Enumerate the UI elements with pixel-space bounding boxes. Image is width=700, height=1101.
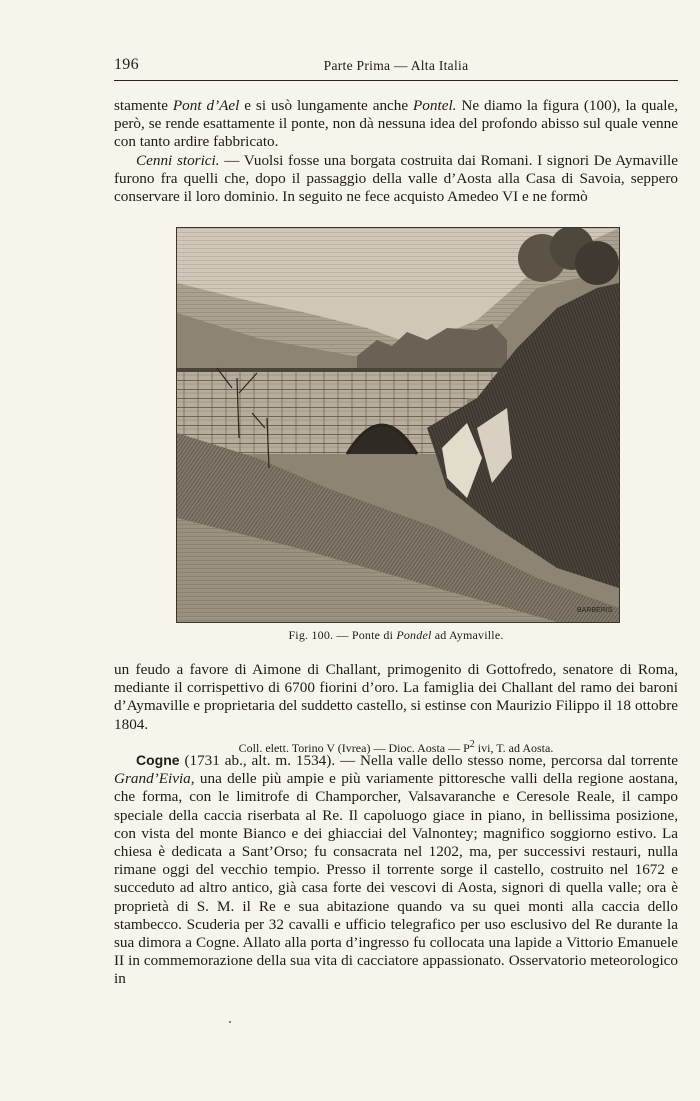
caption-italic: Pondel [396, 628, 432, 642]
text-block-cogne [114, 751, 678, 989]
entry-heading: Cogne [136, 752, 180, 768]
bridge-engraving [177, 228, 619, 622]
text-run: e si usò lungamente anche [239, 97, 414, 114]
page [114, 52, 679, 988]
italic-term: Pontel. [413, 97, 457, 114]
caption-text: Fig. 100. — Ponte di [288, 628, 397, 642]
header-rule [114, 80, 678, 81]
text-run: Ne diamo la figura (100), la quale, però, se rende esattamente il ponte, non dà nessuna idea del profondo abisso sul quale venne con tanto ardire fabbricato. [114, 97, 679, 151]
paragraph-challant: un feudo a favore di Aimone di Challant, primogenito di Gottofredo, senatore di Roma, mediante il corrispettivo di 6700 fiorini d’oro. La famiglia dei Challant del ramo dei baroni d’Aymaville e proprietaria del suddetto castello, si estinse con Maurizio Filippo il 18 ottobre 1804. [114, 661, 678, 733]
running-title: Parte Prima — Alta Italia [323, 58, 469, 73]
text-run: (1731 ab., alt. m. 1534). — Nella valle dello stesso nome, percorsa dal torrente [179, 752, 678, 769]
paragraph-cenni-storici [114, 152, 678, 207]
paragraph-cogne [114, 751, 678, 989]
text-block-top [114, 97, 678, 206]
footnote-text: Coll. elett. Torino V (Ivrea) — Dioc. Aosta — P [238, 740, 470, 755]
italic-term: Pont d’Ael [172, 97, 240, 114]
page-number: 196 [114, 56, 139, 73]
page-header [114, 52, 678, 76]
text-run: — Vuolsi fosse una borgata costruita dai Romani. I signori De Aymaville furono fra quelli che, dopo il passaggio della valle d’Aosta alla Casa di Savoia, seppero conservare il loro dominio. In seguito ne fece acquisto Amedeo VI e ne formò [114, 151, 679, 206]
footnote-text: ivi, T. ad Aosta. [474, 740, 554, 755]
footnote-sup: 2 [469, 738, 475, 750]
engraver-signature: BARBERIS [577, 607, 613, 614]
engraving-figure [176, 227, 620, 623]
caption-text: ad Aymaville. [431, 628, 504, 642]
text-run: , una delle più ampie e più variamente pittoresche valli della regione aostana, che forma, con le limitrofe di Champorcher, Valsavaranche e Ceresole Reale, il campo speciale della caccia riserbata al Re. Il capoluogo giace in piano, in bellissima posizione, con vista del monte Bianco e dei ghiacciai del Valnontey; magnifico soggiorno estivo. La chiesa è dedicata a Sant’Orso; fu consacrata nel 1202, ma, per successivi restauri, nulla rimane oggi del vecchio tempio. Presso il torrente sorge il castello, costruito nel 1672 e succeduto ad altro antico, già casa forte dei vescovi di Aosta, signori di quella valle; ora è proprietà di S. M. il Re e sua abitazione quando va su quei monti alla caccia dello stambecco. Scuderia per 32 cavalli e ufficio telegrafico per uso esclusivo del Re durante la sua dimora a Cogne. Allato alla porta d’ingresso fu collocata una lapide a Vittorio Emanuele II in commemorazione della sua vita di cacciatore appassionato. Osservatorio meteorologico in [114, 770, 678, 988]
paragraph-pont-dael [114, 97, 678, 152]
section-label: Cenni storici. [136, 151, 220, 169]
figure-caption [114, 628, 678, 643]
text-run: stamente [114, 97, 173, 114]
italic-term: Grand’Eivia [114, 770, 191, 788]
page-speck [229, 1021, 231, 1023]
text-block-middle [114, 661, 678, 756]
